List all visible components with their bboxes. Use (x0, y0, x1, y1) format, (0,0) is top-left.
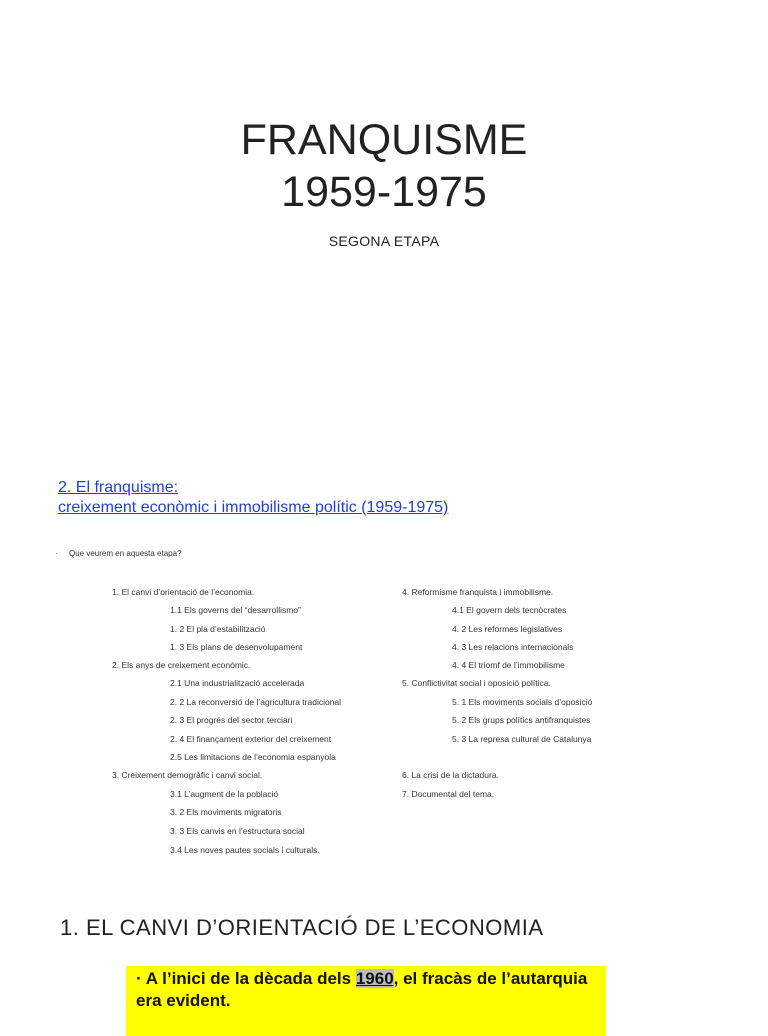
toc-subitem: 4.1 El govern dels tecnòcrates (452, 605, 567, 615)
intro-bullet (55, 549, 182, 558)
highlight-box (126, 966, 606, 1036)
year-highlight: 1960 (355, 969, 394, 988)
toc-item: 2. Els anys de creixement econòmic. (112, 660, 251, 670)
toc-subitem: 3.4 Les noves pautes socials i culturals. (170, 845, 320, 855)
toc-subitem: 3.1 L’augment de la població (170, 789, 279, 799)
toc-subitem: 5. 1 Els moviments socials d’oposició (452, 697, 593, 707)
box-text-start: · A l’inici de la dècada dels (136, 969, 356, 988)
toc-item: 6. La crisi de la dictadura. (402, 770, 499, 780)
toc-subitem: 1.1 Els governs del “desarrollismo” (170, 605, 301, 615)
toc-subitem: 5. 3 La represa cultural de Catalunya (452, 734, 592, 744)
toc-subitem: 2. 3 El progrés del sector terciari (170, 715, 293, 725)
toc-subitem: 2. 4 El finançament exterior del creixement (170, 734, 332, 744)
toc-subitem: 4. 2 Les reformes legislatives (452, 624, 563, 634)
toc-subitem: 4. 4 El triomf de l’immobilisme (452, 660, 565, 670)
toc-item: 4. Reformisme franquista i immobilisme. (402, 587, 554, 597)
toc-subitem: 1. 3 Els plans de desenvolupament (170, 642, 303, 652)
title-years: 1959-1975 (281, 168, 487, 216)
subtitle-segona-etapa: SEGONA ETAPA (328, 233, 440, 249)
toc-item: 5. Conflictivitat social i oposició política. (402, 678, 551, 688)
toc-subitem: 2. 2 La reconversió de l’agricultura tradicional (170, 697, 342, 707)
toc-subitem: 2.5 Les limitacions de l’economia espanyola (170, 752, 336, 762)
toc-subitem: 4. 3 Les relacions internacionals (452, 642, 574, 652)
box-text-end: , el fracàs de l’autarquia era evident. (136, 969, 588, 1010)
toc-subitem: 2.1 Una industrialització accelerada (170, 678, 305, 688)
intro-question: Que veurem en aquesta etapa? (69, 549, 182, 558)
toc-subitem: 3. 2 Els moviments migratoris (170, 807, 282, 817)
toc-subitem: 5. 2 Els grups polítics antifranquistes (452, 715, 591, 725)
toc-item: 3. Creixement demogràfic i canvi social. (112, 770, 263, 780)
toc-subitem: 3. 3 Els canvis en l’estructura social (170, 826, 305, 836)
section-heading-economia: 1. EL CANVI D’ORIENTACIÓ DE L’ECONOMIA (60, 915, 544, 940)
bullet-dot: · (55, 549, 58, 558)
toc-item: 7. Documental del tema. (402, 789, 495, 799)
highlight-box-text (136, 968, 596, 1012)
toc-item: 1. El canvi d’orientació de l’economia. (112, 587, 255, 597)
section-heading-line2: creixement econòmic i immobilisme polític (1959-1975) (58, 499, 449, 516)
title-franquisme: FRANQUISME (240, 116, 528, 164)
section-heading-line1: 2. El franquisme: (58, 479, 179, 496)
toc-subitem: 1. 2 El pla d’estabilització (170, 624, 266, 634)
